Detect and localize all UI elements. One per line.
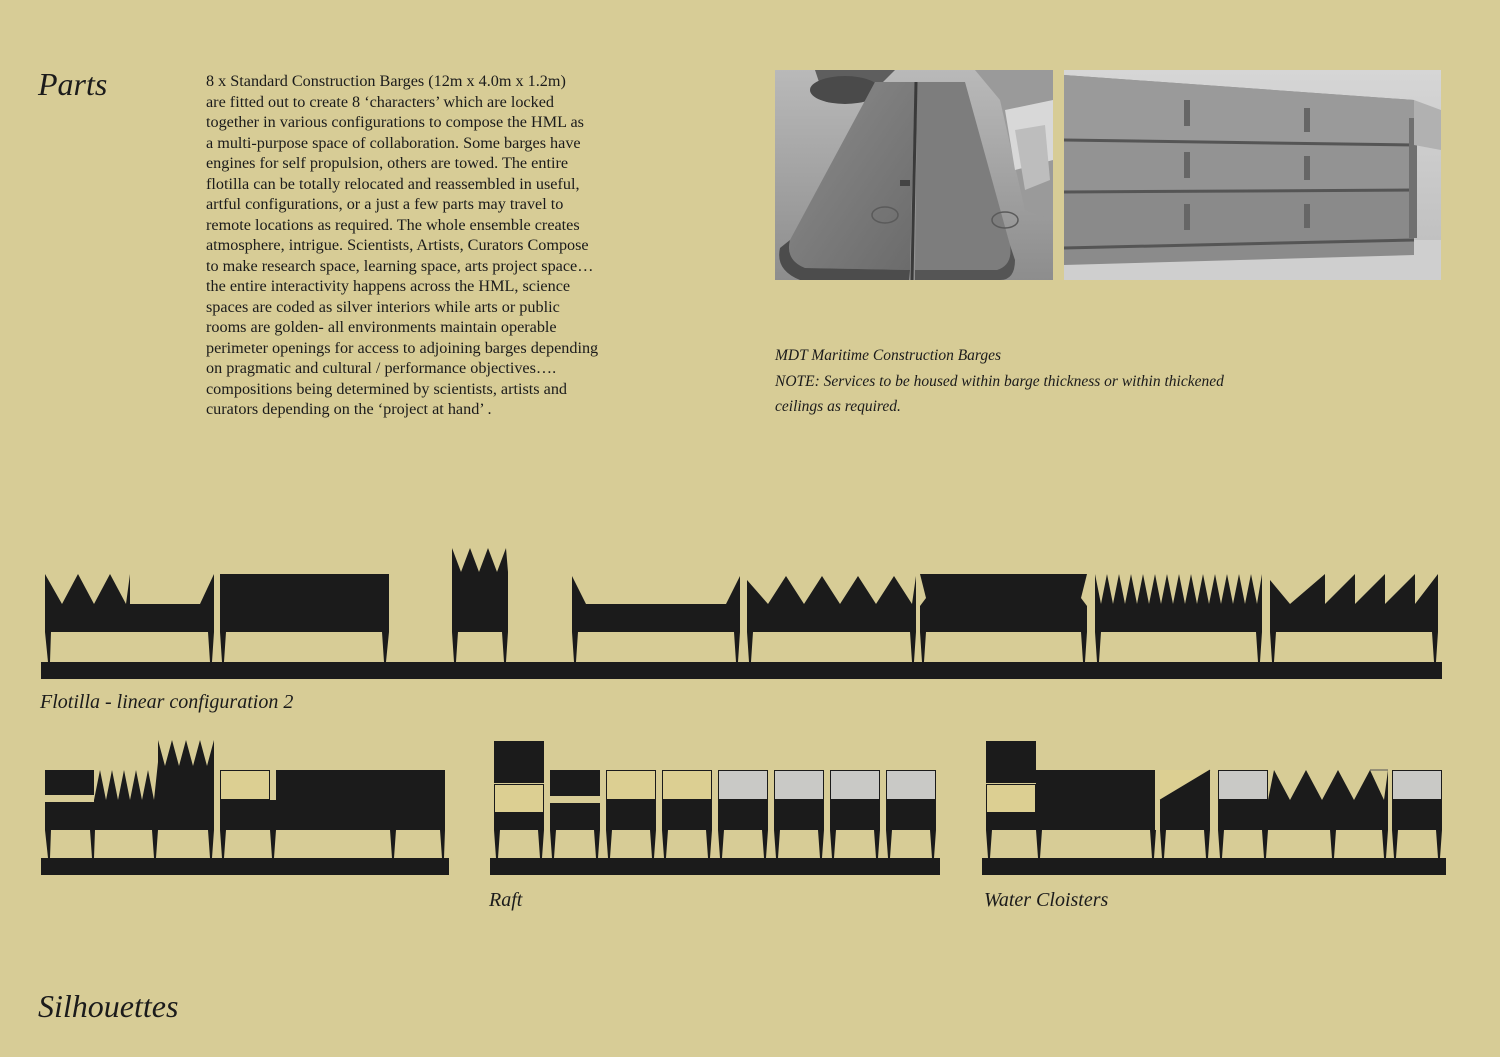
barge-unit [276,770,445,830]
intro-line: curators depending on the ‘project at hand’ . [206,400,492,418]
caption-line: MDT Maritime Construction Barges [775,347,1002,364]
barge-unit [1036,770,1155,830]
barge-unit [220,800,276,830]
group1-base-platform [41,858,449,875]
barge-unit [718,800,768,830]
barge-unit [1392,800,1442,830]
intro-line: perimeter openings for access to adjoining barges depending [206,338,599,357]
barge-unit [920,574,1087,632]
water-cloisters-label: Water Cloisters [984,889,1109,911]
linear-configuration-label: Flotilla - linear configuration 2 [40,691,294,713]
barge-unit [220,574,389,632]
barge-unit [452,548,508,632]
barge-unit [158,740,214,830]
gold-interior [987,785,1036,813]
parts-heading: Parts [38,66,108,102]
barge-unit [1095,574,1262,632]
gold-interior [607,771,656,800]
barge-unit [606,800,656,830]
silver-interior [1393,771,1442,800]
gold-interior [495,785,544,813]
silver-interior [887,771,936,800]
intro-line: a multi-purpose space of collaboration. Some barges have [206,133,581,152]
barge-unit [494,741,544,783]
intro-line: the entire interactivity happens across the HML, science [206,277,571,295]
gold-interior [221,771,270,800]
intro-line: to make research space, learning space, arts project space… [206,256,594,275]
caption-line: NOTE: Services to be housed within barge thickness or within thickened [775,372,1224,390]
cloisters-base-platform [982,858,1446,875]
raft-label: Raft [489,889,523,911]
silver-interior [831,771,880,800]
intro-line: artful configurations, or a just a few parts may travel to [206,195,564,213]
intro-line: flotilla can be totally relocated and reassembled in useful, [206,174,580,193]
silhouettes-heading: Silhouettes [38,988,179,1024]
barge-unit [747,576,916,632]
barge-unit [45,770,94,795]
barge-unit [986,741,1036,783]
barge-unit [1268,770,1388,830]
barge-unit [1270,574,1438,632]
barge-unit [94,762,158,830]
intro-line: on pragmatic and cultural / performance objectives…. [206,359,557,377]
silver-interior [775,771,824,800]
barge-unit [550,770,600,796]
barge-unit [572,576,740,632]
intro-line: spaces are coded as silver interiors while arts or public [206,297,560,316]
silver-interior [719,771,768,800]
barge-unit [886,800,936,830]
barge-unit [830,800,880,830]
intro-line: remote locations as required. The whole ensemble creates [206,215,580,234]
caption-line: ceilings as required. [775,398,901,415]
barge-unit [1218,800,1268,830]
intro-line: atmosphere, intrigue. Scientists, Artists, Curators Compose [206,236,589,254]
intro-line: rooms are golden- all environments maintain operable [206,318,557,336]
intro-line: are fitted out to create 8 ‘characters’ which are locked [206,92,554,111]
barge-unit [774,800,824,830]
silver-interior [1219,771,1268,800]
intro-line: together in various configurations to compose the HML as [206,113,584,131]
intro-line: compositions being determined by scientists, artists and [206,379,568,398]
raft-base-platform [490,858,940,875]
linear-base-platform [41,662,1442,679]
barge-unit [662,800,712,830]
intro-line: engines for self propulsion, others are towed. The entire [206,154,569,172]
barge-unit [45,574,214,632]
gold-interior [663,771,712,800]
intro-line: 8 x Standard Construction Barges (12m x 4.0m x 1.2m) [206,72,566,90]
